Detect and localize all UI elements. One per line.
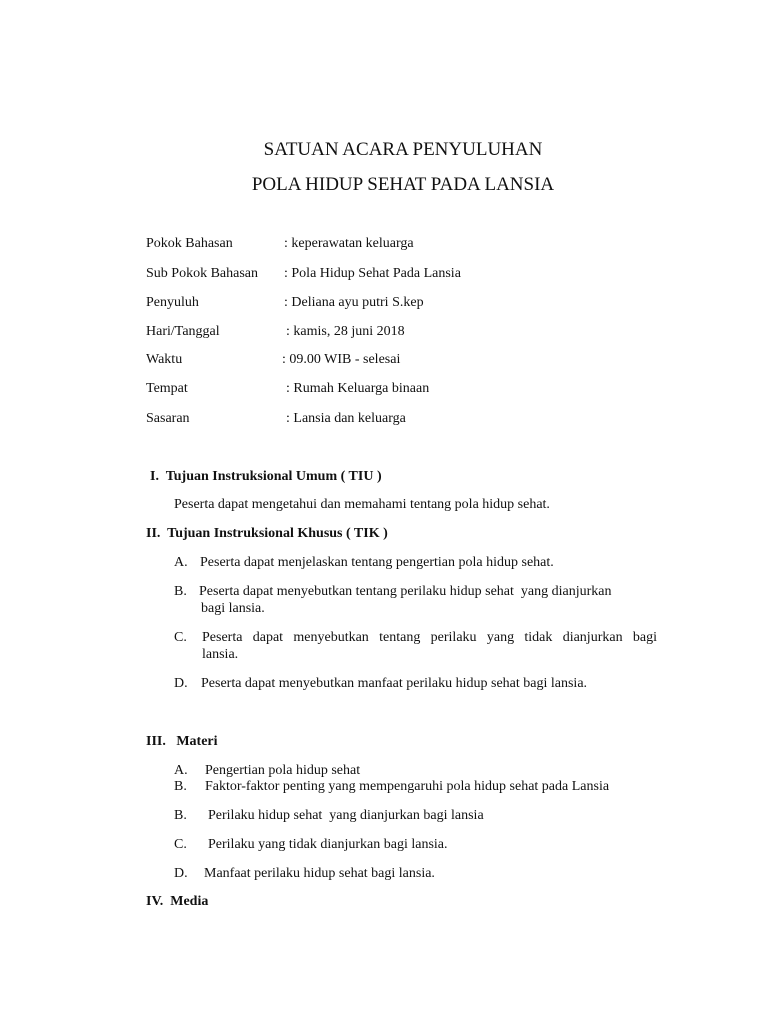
info-label: Pokok Bahasan: [146, 236, 233, 251]
info-label: Waktu: [146, 352, 183, 367]
list-item-text: Peserta dapat menjelaskan tentang pengertian pola hidup sehat.: [200, 555, 554, 570]
info-value: : kamis, 28 juni 2018: [286, 324, 405, 339]
info-label: Hari/Tanggal: [146, 324, 220, 339]
info-value: : Deliana ayu putri S.kep: [284, 295, 424, 310]
list-letter: B.: [174, 808, 187, 823]
info-value: : Pola Hidup Sehat Pada Lansia: [284, 266, 461, 281]
section-heading-materi: III. Materi: [146, 734, 218, 749]
list-item-text: Perilaku hidup sehat yang dianjurkan bagi lansia: [208, 808, 484, 823]
document-subtitle: POLA HIDUP SEHAT PADA LANSIA: [251, 174, 555, 195]
section-text-tiu: Peserta dapat mengetahui dan memahami tentang pola hidup sehat.: [174, 497, 550, 512]
list-letter: D.: [174, 866, 188, 881]
info-label: Penyuluh: [146, 295, 199, 310]
info-label: Sasaran: [146, 411, 190, 426]
list-letter: A.: [174, 555, 188, 570]
info-value: : 09.00 WIB - selesai: [282, 352, 401, 367]
list-item-text: Pengertian pola hidup sehat: [205, 763, 361, 778]
list-letter: C.: [174, 630, 187, 645]
list-letter: C.: [174, 837, 187, 852]
list-letter: B.: [174, 584, 187, 599]
section-heading-tiu: I. Tujuan Instruksional Umum ( TIU ): [150, 469, 382, 484]
list-item-text: Perilaku yang tidak dianjurkan bagi lansia.: [208, 837, 448, 852]
info-label: Sub Pokok Bahasan: [146, 266, 258, 281]
list-item-text: Peserta dapat menyebutkan manfaat perilaku hidup sehat bagi lansia.: [201, 676, 588, 691]
list-item-text-cont: lansia.: [202, 647, 239, 662]
list-item-text: Manfaat perilaku hidup sehat bagi lansia.: [204, 866, 435, 881]
info-value: : keperawatan keluarga: [284, 236, 414, 251]
list-letter: B.: [174, 779, 187, 794]
document-title: SATUAN ACARA PENYULUHAN: [263, 139, 543, 160]
list-item-text: Peserta dapat menyebutkan tentang perilaku yang tidak dianjurkan bagi: [202, 630, 657, 645]
list-item-text: Faktor-faktor penting yang mempengaruhi pola hidup sehat pada Lansia: [205, 779, 610, 794]
list-letter: A.: [174, 763, 188, 778]
section-heading-tik: II. Tujuan Instruksional Khusus ( TIK ): [146, 526, 388, 541]
info-value: : Rumah Keluarga binaan: [286, 381, 430, 396]
list-item-text: Peserta dapat menyebutkan tentang perilaku hidup sehat yang dianjurkan: [199, 584, 612, 599]
info-value: : Lansia dan keluarga: [286, 411, 406, 426]
info-label: Tempat: [146, 381, 188, 396]
section-heading-media: IV. Media: [146, 894, 209, 909]
list-letter: D.: [174, 676, 188, 691]
list-item-text-cont: bagi lansia.: [201, 601, 265, 616]
